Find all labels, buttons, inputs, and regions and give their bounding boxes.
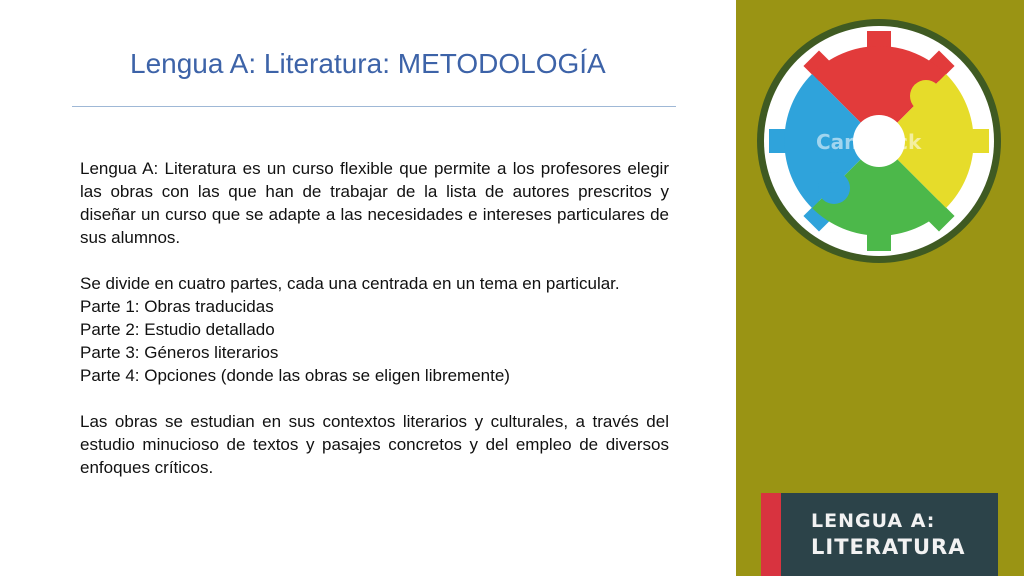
paragraph-study: Las obras se estudian en sus contextos literarios y culturales, a través del estudio minucioso de textos y pasajes concretos y del empleo de diversos enfoques críticos. — [80, 412, 669, 477]
paragraph-gap — [80, 249, 669, 272]
image-watermark: CanStock — [816, 130, 922, 154]
puzzle-knob-yellow — [910, 80, 942, 112]
paragraph-intro: Lengua A: Literatura es un curso flexible que permite a los profesores elegir las obras con las que han de trabajar de la lista de autores prescritos y diseñar un curso que se adapte a las necesidades e intereses particulares de sus alumnos. — [80, 159, 669, 247]
book-cover — [761, 493, 998, 576]
book-cover-stripe — [761, 493, 781, 576]
slide-body — [80, 157, 669, 479]
title-divider — [72, 106, 676, 107]
puzzle-knob-blue — [818, 172, 850, 204]
book-title-line1: LENGUA A: — [811, 510, 936, 532]
slide-title: Lengua A: Literatura: METODOLOGÍA — [130, 48, 606, 79]
list-item-part-4: Parte 4: Opciones (donde las obras se eligen libremente) — [80, 366, 510, 385]
book-title-line2: LITERATURA — [811, 535, 966, 559]
list-item-part-2: Parte 2: Estudio detallado — [80, 320, 275, 339]
paragraph-gap — [80, 387, 669, 410]
paragraph-parts-intro: Se divide en cuatro partes, cada una centrada en un tema en particular. — [80, 274, 620, 293]
list-item-part-1: Parte 1: Obras traducidas — [80, 297, 274, 316]
list-item-part-3: Parte 3: Géneros literarios — [80, 343, 279, 362]
